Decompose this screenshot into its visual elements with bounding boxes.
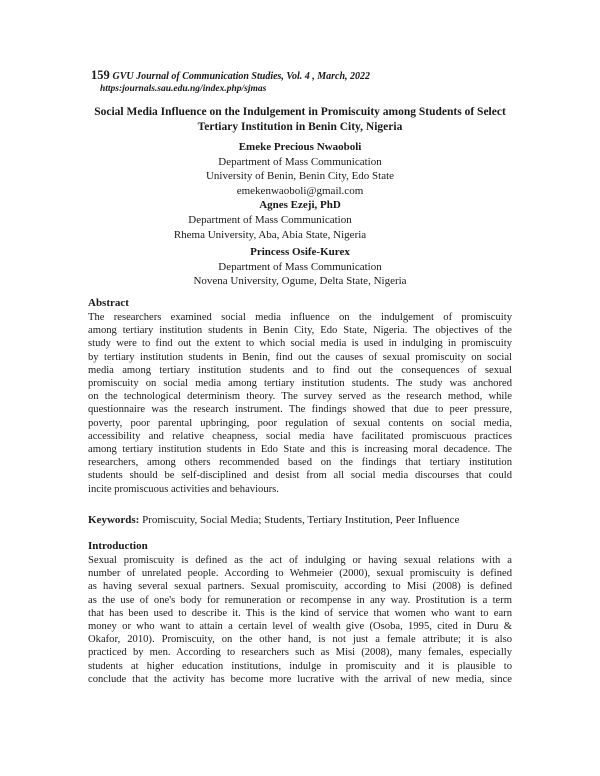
abstract-line: incite promiscuous activities and behaviours. (88, 483, 279, 495)
abstract-line: accessibility and relative cheapness, social media have facilitated promiscuous practices (88, 430, 512, 442)
intro-line: as the use of one's body for remuneration or recompense in any way. Prostitution is a term (88, 594, 512, 606)
abstract-line: researchers, among others recommended based on the findings that tertiary institution (88, 457, 512, 469)
author-affiliation: Department of Mass Communication (218, 260, 382, 273)
intro-line: as having several sexual partners. Sexual promiscuity, according to Misi (2008) is defined (88, 581, 512, 593)
abstract-line: on the technological determinism theory. The survey served as the research method, while (88, 391, 512, 403)
intro-line: Okafor, 2010). Promiscuity, on the other hand, is not just a female attribute; it is also (88, 634, 512, 646)
abstract-line: among tertiary institution students in Edo State and this is increasing moral decadence. The (88, 444, 512, 456)
title-line: Social Media Influence on the Indulgement in Promiscuity among Students of Select (94, 106, 506, 118)
abstract-line: among tertiary institution students in Benin City, Edo State, Nigeria. The objectives of the (88, 325, 512, 337)
keywords-text: Promiscuity, Social Media; Students, Tertiary Institution, Peer Influence (142, 514, 460, 526)
intro-line: Sexual promiscuity is defined as the act of indulging or having sexual relations with a (88, 555, 512, 566)
author-affiliation: Department of Mass Communication (188, 214, 352, 226)
title-line: Tertiary Institution in Benin City, Nigeria (197, 120, 403, 133)
author-affiliation: Rhema University, Aba, Abia State, Nigeria (173, 228, 367, 241)
abstract-line: promiscuity on social media among tertiary institution students. The study was anchored (88, 378, 512, 390)
author-email: emekenwaoboli@gmail.com (236, 184, 364, 197)
abstract-body (88, 311, 512, 496)
author-affiliation: Department of Mass Communication (218, 155, 382, 168)
abstract-line: by tertiary institution students in Benin, find out the causes of sexual promiscuity on social (88, 351, 512, 363)
abstract-line: poverty, poor parental upbringing, poor regulation of sexual contents on social media, (88, 417, 512, 429)
intro-line: conclude that the activity has become more lucrative with the arrival of new media, since (88, 673, 512, 685)
page-number: 159 (91, 68, 110, 82)
author-name: Princess Osife-Kurex (250, 246, 350, 258)
abstract-line: media among tertiary institution students and to find out the consequences of sexual (88, 364, 512, 376)
introduction-body (88, 554, 512, 686)
author-affiliation: Novena University, Ogume, Delta State, Nigeria (193, 275, 407, 288)
intro-line: number of unrelated people. According to Wehmeier (2000), sexual promiscuity is defined (88, 568, 512, 580)
author-affiliation: University of Benin, Benin City, Edo State (205, 170, 395, 183)
intro-line: practiced by men. According to researchers such as Misi (2008), many females, especially (88, 647, 512, 659)
intro-line: money or who want to attain a certain level of wealth give (Osoba, 1995, cited in Duru & (88, 621, 512, 633)
abstract-line: students should be self-disciplined and desist from all social media discourses that could (88, 470, 512, 482)
author-name: Agnes Ezeji, PhD (259, 199, 341, 212)
running-header (91, 68, 370, 83)
keywords (88, 514, 459, 526)
author-name: Emeke Precious Nwaoboli (238, 141, 362, 153)
intro-line: students at higher education institutions, indulge in promiscuity and it is plausible to (88, 660, 512, 672)
introduction-heading: Introduction (88, 540, 148, 552)
keywords-label: Keywords: (88, 514, 140, 526)
abstract-heading: Abstract (88, 297, 129, 309)
abstract-line: study were to find out the extent to which social media is used in indulging in promiscuity (88, 338, 512, 350)
journal-name: GVU Journal of Communication Studies, Vol. 4 , March, 2022 (112, 71, 371, 82)
intro-line: that has been used to describe it. This is the kind of service that women who want to earn (88, 607, 512, 619)
abstract-line: questionnaire was the research instrument. The findings showed that due to peer pressure, (88, 404, 512, 416)
journal-url: https:journals.sau.edu.ng/index.php/sjmas (100, 84, 267, 94)
paper-title (80, 105, 520, 134)
abstract-line: The researchers examined social media influence on the indulgement of promiscuity (88, 312, 512, 323)
